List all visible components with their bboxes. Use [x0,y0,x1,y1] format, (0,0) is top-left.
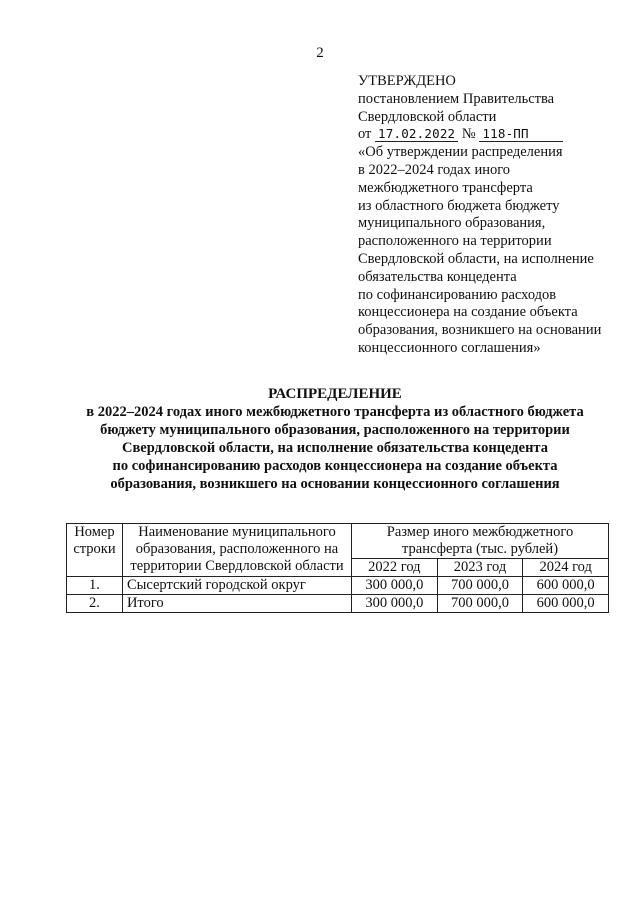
title-line: Свердловской области, на исполнение обязательства концедента [122,440,548,456]
row-municipality: Сысертский городской округ [122,577,351,595]
header-year-2023: 2023 год [437,559,523,577]
row-value-2023: 700 000,0 [437,595,523,613]
subject-line: межбюджетного трансферта [358,179,533,196]
row-value-2022: 300 000,0 [352,577,438,595]
subject-line: муниципального образования, [358,215,546,232]
approval-region-line: Свердловской области [358,108,497,125]
subject-line: образования, возникшего на основании [358,322,602,339]
approval-heading: УТВЕРЖДЕНО [358,73,456,89]
row-number: 1. [67,577,123,595]
row-value-2024: 600 000,0 [523,577,609,595]
title-heading: РАСПРЕДЕЛЕНИЕ [268,386,402,402]
subject-line: по софинансированию расходов [358,286,557,303]
document-title [40,385,630,493]
table-header-row [67,524,609,559]
subject-line: концессионера на создание объекта [358,304,578,321]
row-municipality: Итого [122,595,351,613]
approval-decree-line: постановлением Правительства [358,90,555,107]
header-year-2024: 2024 год [523,559,609,577]
title-line: образования, возникшего на основании концессионного соглашения [110,476,560,492]
subject-line: «Об утверждении распределения [358,144,563,161]
subject-line: расположенного на территории [358,233,552,250]
header-municipality: Наименование муниципального образования, расположенного на территории Свердловской области [122,524,351,577]
subject-line: Свердловской области, на исполнение [358,250,594,267]
row-value-2023: 700 000,0 [437,577,523,595]
subject-line: концессионного соглашения» [358,339,541,356]
subject-line: в 2022–2024 годах иного [358,161,511,178]
header-year-2022: 2022 год [352,559,438,577]
decree-date: 17.02.2022 [375,126,458,142]
distribution-table [66,523,609,613]
number-prefix: № [461,126,476,143]
decree-number: 118-ПП [479,126,563,142]
row-value-2022: 300 000,0 [352,595,438,613]
table-row [67,577,609,595]
row-value-2024: 600 000,0 [523,595,609,613]
subject-line: из областного бюджета бюджету [358,197,560,214]
row-number: 2. [67,595,123,613]
header-amount: Размер иного межбюджетного трансферта (тыс. рублей) [352,524,609,559]
page-number: 2 [316,45,324,61]
header-row-number: Номер строки [67,524,123,577]
title-line: по софинансированию расходов концессионера на создание объекта [112,458,558,474]
approval-date-line [358,126,628,144]
title-line: в 2022–2024 годах иного межбюджетного трансферта из областного бюджета [86,404,584,420]
title-line: бюджету муниципального образования, расположенного на территории [100,422,570,438]
table-row-total [67,595,609,613]
approval-stamp [358,73,628,358]
subject-line: обязательства концедента [358,268,517,285]
date-prefix: от [358,126,372,143]
